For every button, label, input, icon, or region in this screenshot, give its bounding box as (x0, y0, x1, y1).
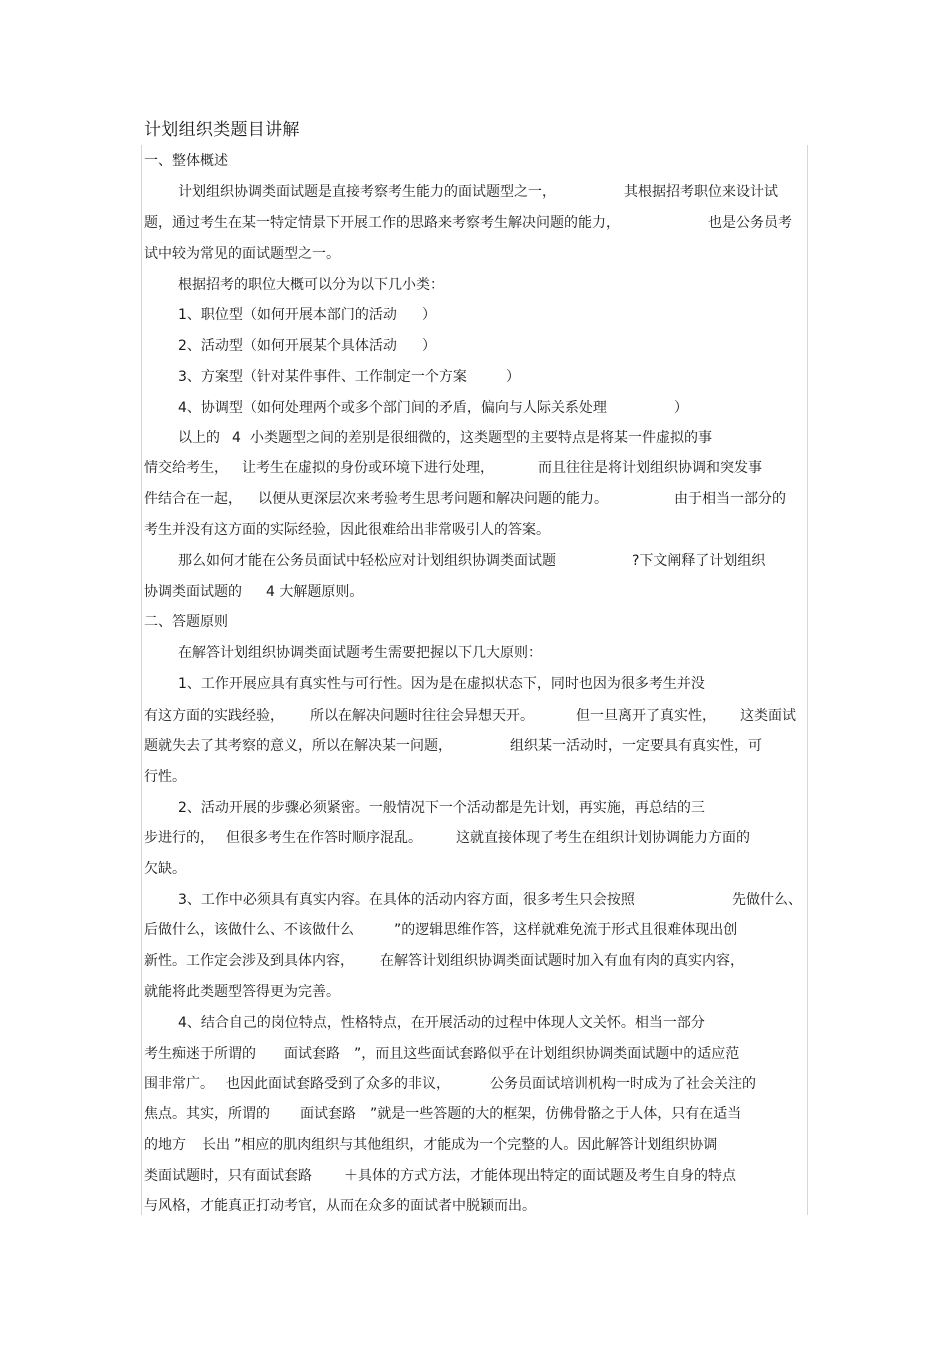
text-segment: 那么如何才能在公务员面试中轻松应对计划组织协调类面试题 (178, 553, 556, 569)
text-segment: 情交给考生， (144, 460, 228, 476)
text-segment: 有这方面的实践经验， (144, 708, 284, 724)
text-segment: 新性。工作定会涉及到具体内容， (144, 953, 354, 969)
text-segment: 让考生在虚拟的身份或环境下进行处理， (242, 460, 494, 476)
text-segment: 类面试题时，只有面试套路 (144, 1168, 312, 1184)
text-segment: 步进行的， (144, 830, 214, 846)
text-segment: 以便从更深层次来考验考生思考问题和解决问题的能力。 (258, 491, 608, 507)
text-segment: 2、活动型（如何开展某个具体活动 (178, 338, 397, 354)
page-margin-rule-right (807, 145, 808, 1215)
text-segment: 在解答计划组织协调类面试题时加入有血有肉的真实内容， (380, 953, 744, 969)
text-segment: 题，通过考生在某一特定情景下开展工作的思路来考察考生解决问题的能力， (144, 215, 620, 231)
text-segment: 小类题型之间的差别是很细微的，这类题型的主要特点是将某一件虚拟的事 (250, 430, 712, 446)
page-margin-rule-left (141, 145, 142, 1215)
text-segment: 焦点。其实，所谓的 (144, 1106, 270, 1122)
text-segment: 这就直接体现了考生在组织计划协调能力方面的 (456, 830, 750, 846)
text-segment: 也是公务员考 (708, 215, 792, 231)
text-segment: 4 (232, 430, 241, 446)
text-segment: 4、结合自己的岗位特点，性格特点，在开展活动的过程中体现人文关怀。相当一部分 (178, 1015, 705, 1031)
text-segment: ） (422, 338, 436, 354)
text-segment: 与风格，才能真正打动考官，从而在众多的面试者中脱颖而出。 (144, 1198, 536, 1214)
text-segment: 1、工作开展应具有真实性与可行性。因为是在虚拟状态下，同时也因为很多考生并没 (178, 676, 705, 692)
text-segment: 二、答题原则 (144, 614, 228, 630)
text-segment: 考生痴迷于所谓的 (144, 1046, 256, 1062)
text-segment: 3、方案型（针对某件事件、工作制定一个方案 (178, 369, 467, 385)
text-segment: 欠缺。 (144, 861, 186, 877)
text-segment: 的地方 (144, 1137, 186, 1153)
text-segment: 后做什么，该做什么、不该做什么 (144, 922, 354, 938)
text-segment: 根据招考的职位大概可以分为以下几小类： (178, 277, 444, 293)
text-segment: ?下文阐释了计划组织 (632, 553, 766, 569)
text-segment: 试中较为常见的面试题型之一。 (144, 246, 340, 262)
text-segment: 3、工作中必须具有真实内容。在具体的活动内容方面，很多考生只会按照 (178, 892, 635, 908)
text-segment: 一、整体概述 (144, 153, 228, 169)
text-segment: ”就是一些答题的大的框架，仿佛骨骼之于人体，只有在适当 (370, 1106, 742, 1122)
text-segment: 所以在解决问题时往往会异想天开。 (310, 708, 534, 724)
text-segment: 公务员面试培训机构一时成为了社会关注的 (490, 1076, 756, 1092)
text-segment: ） (674, 400, 688, 416)
text-segment: 这类面试 (740, 708, 796, 724)
document-title: 计划组织类题目讲解 (144, 120, 300, 140)
text-segment: 行性。 (144, 769, 186, 785)
text-segment: 由于相当一部分的 (674, 491, 786, 507)
text-segment: 就能将此类题型答得更为完善。 (144, 984, 340, 1000)
text-segment: 4、协调型（如何处理两个或多个部门间的矛盾，偏向与人际关系处理 (178, 400, 607, 416)
text-segment: 长出 (202, 1137, 230, 1153)
text-segment: 先做什么、 (732, 892, 802, 908)
text-segment: 4 大解题原则。 (266, 584, 364, 600)
text-segment: 考生并没有这方面的实际经验，因此很难给出非常吸引人的答案。 (144, 522, 550, 538)
text-segment: ”相应的肌肉组织与其他组织，才能成为一个完整的人。因此解答计划组织协调 (234, 1137, 718, 1153)
text-segment: 题就失去了其考察的意义，所以在解决某一问题， (144, 738, 452, 754)
text-segment: 其根据招考职位来设计试 (624, 184, 778, 200)
text-segment: 以上的 (178, 430, 220, 446)
text-segment: 面试套路 (284, 1046, 340, 1062)
text-segment: 但很多考生在作答时顺序混乱。 (226, 830, 422, 846)
text-segment: 也因此面试套路受到了众多的非议， (226, 1076, 450, 1092)
text-segment: 面试套路 (300, 1106, 356, 1122)
text-segment: ） (422, 307, 436, 323)
text-segment: ”的逻辑思维作答，这样就难免流于形式且很难体现出创 (394, 922, 738, 938)
text-segment: 而且往往是将计划组织协调和突发事 (538, 460, 762, 476)
text-segment: 协调类面试题的 (144, 584, 242, 600)
text-segment: ”，而且这些面试套路似乎在计划组织协调类面试题中的适应范 (354, 1046, 740, 1062)
text-segment: 计划组织协调类面试题是直接考察考生能力的面试题型之一， (178, 184, 556, 200)
text-segment: 1、职位型（如何开展本部门的活动 (178, 307, 397, 323)
text-segment: 件结合在一起， (144, 491, 242, 507)
text-segment: 组织某一活动时，一定要具有真实性，可 (510, 738, 762, 754)
text-segment: 但一旦离开了真实性， (576, 708, 716, 724)
text-segment: 2、活动开展的步骤必须紧密。一般情况下一个活动都是先计划，再实施，再总结的三 (178, 800, 705, 816)
text-segment: 围非常广。 (144, 1076, 214, 1092)
text-segment: 在解答计划组织协调类面试题考生需要把握以下几大原则： (178, 645, 542, 661)
text-segment: ＋具体的方式方法，才能体现出特定的面试题及考生自身的特点 (344, 1168, 736, 1184)
text-segment: ） (506, 369, 520, 385)
